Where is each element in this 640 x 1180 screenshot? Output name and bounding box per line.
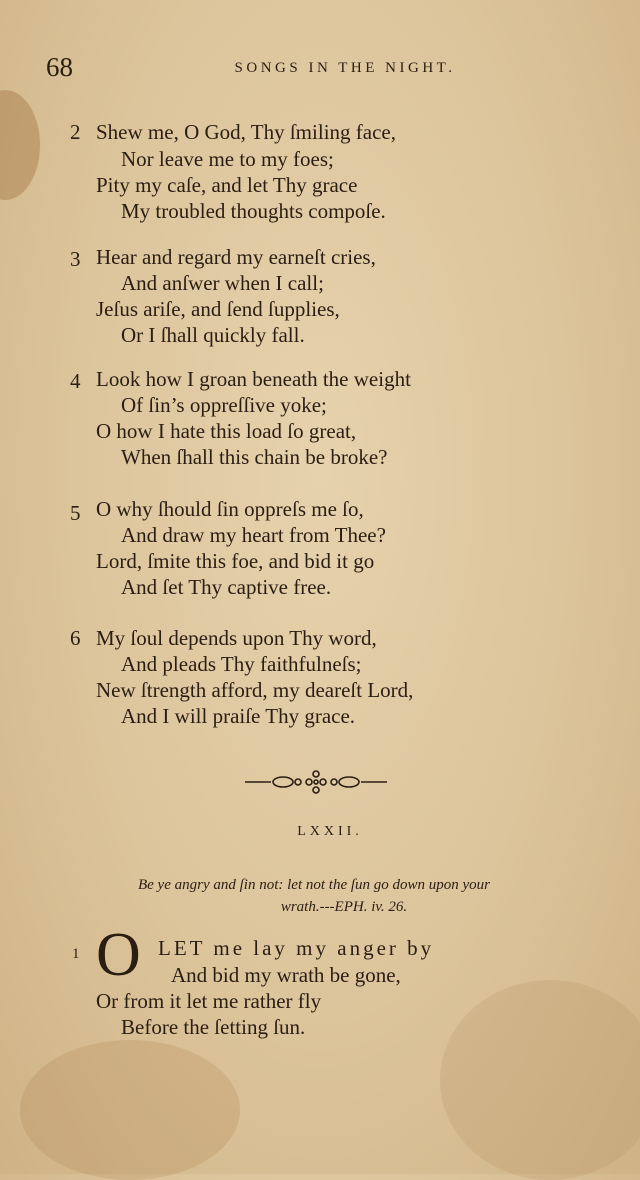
verse-line: Nor leave me to my foes;: [121, 147, 334, 171]
verse-line: Pity my caſe, and let Thy grace: [96, 173, 358, 197]
verse-line: O how I hate this load ſo great,: [96, 419, 357, 443]
paper-stain: [20, 1040, 240, 1180]
stanza-number: 4: [70, 369, 81, 393]
stanza-number: 1: [72, 946, 80, 962]
epigraph-citation: wrath.---EPH. iv. 26.: [280, 899, 408, 915]
verse-line: And ſet Thy captive free.: [121, 575, 332, 599]
verse-line: And bid my wrath be gone,: [171, 963, 401, 987]
verse-line: Lord, ſmite this foe, and bid it go: [96, 549, 375, 573]
verse-line: Jeſus ariſe, and ſend ſupplies,: [96, 297, 340, 321]
page-number: 68: [46, 52, 73, 82]
hymn-number: LXXII.: [297, 824, 363, 839]
verse-line: Or I ſhall quickly fall.: [121, 323, 305, 347]
verse-line: LET me lay my anger by: [158, 936, 435, 960]
verse-line: O why ſhould ſin oppreſs me ſo,: [96, 497, 364, 521]
verse-line: And anſwer when I call;: [121, 271, 324, 295]
stanza-number: 3: [70, 247, 81, 271]
verse-line: Hear and regard my earneſt cries,: [96, 245, 376, 269]
stanza-number: 5: [70, 501, 81, 525]
paper-stain: [0, 90, 40, 200]
verse-line: And pleads Thy faithfulneſs;: [121, 652, 362, 676]
paper-stain: [440, 980, 640, 1180]
verse-line: Shew me, O God, Thy ſmiling face,: [96, 120, 396, 144]
verse-line: Before the ſetting ſun.: [121, 1015, 306, 1039]
verse-line: Or from it let me rather fly: [96, 989, 322, 1013]
stanza-number: 2: [70, 120, 81, 144]
ornament-divider: [243, 766, 389, 798]
stanza-number: 6: [70, 626, 81, 650]
verse-line: New ſtrength afford, my deareſt Lord,: [96, 678, 414, 702]
verse-line: And I will praiſe Thy grace.: [121, 704, 356, 728]
verse-line: Look how I groan beneath the weight: [96, 367, 411, 391]
drop-cap: O: [96, 921, 141, 989]
epigraph-line: Be ye angry and ſin not: let not the ſun go down upon your: [137, 877, 491, 893]
verse-line: When ſhall this chain be broke?: [121, 445, 388, 469]
verse-line: My ſoul depends upon Thy word,: [96, 626, 377, 650]
verse-line: My troubled thoughts compoſe.: [121, 199, 386, 223]
epigraph: [64, 874, 564, 918]
running-head: SONGS IN THE NIGHT.: [234, 60, 456, 76]
verse-line: And draw my heart from Thee?: [121, 523, 386, 547]
verse-line: Of ſin’s oppreſſive yoke;: [121, 393, 327, 417]
